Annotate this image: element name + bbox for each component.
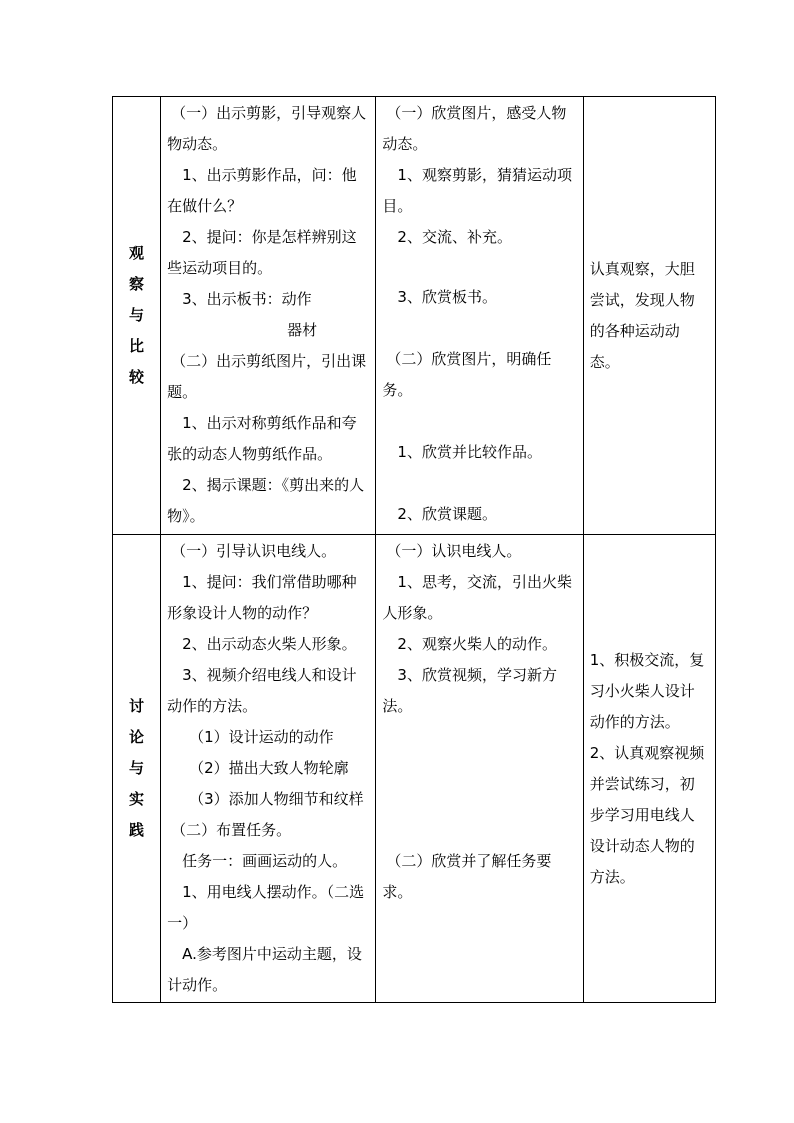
student-line: 2、欣赏课题。 [397,505,497,523]
student-line: 2、交流、补充。 [397,228,512,246]
stage-char: 与 [129,306,145,324]
goal-line: 认真观察，大胆尝试，发现人物的各种运动动态。 [589,260,695,371]
teacher-line: （二）出示剪纸图片，引出课题。 [167,352,367,401]
teacher-line: 器材 [287,321,318,339]
teacher-activity-cell [161,535,376,1003]
lesson-plan-table [112,96,716,1003]
stage-char: 实 [129,790,145,808]
teacher-line: （一）引导认识电线人。 [171,542,337,560]
stage-cell [113,97,161,535]
student-line: 2、观察火柴人的动作。 [397,635,557,653]
student-activity-cell [376,97,583,535]
teacher-activity-cell [161,97,376,535]
teacher-line: 1、提问：我们常借助哪种形象设计人物的动作？ [167,573,357,622]
teacher-line: （二）布置任务。 [171,821,292,839]
student-activity-cell [376,535,583,1003]
stage-char: 察 [129,275,145,293]
teacher-line: （一）出示剪影，引导观察人物动态。 [167,104,367,153]
stage-char: 论 [129,728,145,746]
stage-char: 较 [129,368,145,386]
teacher-line: A.参考图片中运动主题，设计动作。 [167,945,362,994]
student-line: （二）欣赏图片，明确任务。 [382,350,552,399]
student-line: 1、欣赏并比较作品。 [397,443,542,461]
teacher-line: 2、揭示课题：《剪出来的人物》。 [167,476,365,525]
teacher-line: 3、出示板书：动作 [182,290,312,308]
teacher-line: 任务一：画画运动的人。 [182,852,348,870]
teacher-line: 2、出示动态火柴人形象。 [182,635,357,653]
stage-cell [113,535,161,1003]
goal-line: 1、积极交流，复习小火柴人设计动作的方法。 [589,651,705,731]
stage-char: 与 [129,759,145,777]
teacher-line: （2）描出大致人物轮廓 [189,759,349,777]
teacher-line: 1、用电线人摆动作。（二选一） [167,883,365,932]
student-line: （一）认识电线人。 [386,542,522,560]
student-line: 3、欣赏板书。 [397,288,497,306]
student-line: （一）欣赏图片，感受人物动态。 [382,104,567,153]
stage-char: 践 [129,821,145,839]
student-line: （二）欣赏并了解任务要求。 [382,852,552,901]
teacher-line: 1、出示剪影作品，问：他在做什么？ [167,166,357,215]
student-line: 1、思考，交流，引出火柴人形象。 [382,573,572,622]
teacher-line: 2、提问：你是怎样辨别这些运动项目的。 [167,228,357,277]
design-intent-cell [583,535,715,1003]
table-row [113,97,716,535]
table-row [113,535,716,1003]
stage-char: 讨 [129,697,145,715]
design-intent-cell [583,97,715,535]
goal-line: 2、认真观察视频并尝试练习，初步学习用电线人设计动态人物的方法。 [589,744,705,886]
teacher-line: 3、视频介绍电线人和设计动作的方法。 [167,666,357,715]
stage-char: 观 [129,244,145,262]
student-line: 3、欣赏视频，学习新方法。 [382,666,557,715]
teacher-line: （1）设计运动的动作 [189,728,334,746]
teacher-line: （3）添加人物细节和纹样 [189,790,364,808]
student-line: 1、观察剪影，猜猜运动项目。 [382,166,572,215]
stage-char: 比 [129,337,145,355]
teacher-line: 1、出示对称剪纸作品和夸张的动态人物剪纸作品。 [167,414,357,463]
